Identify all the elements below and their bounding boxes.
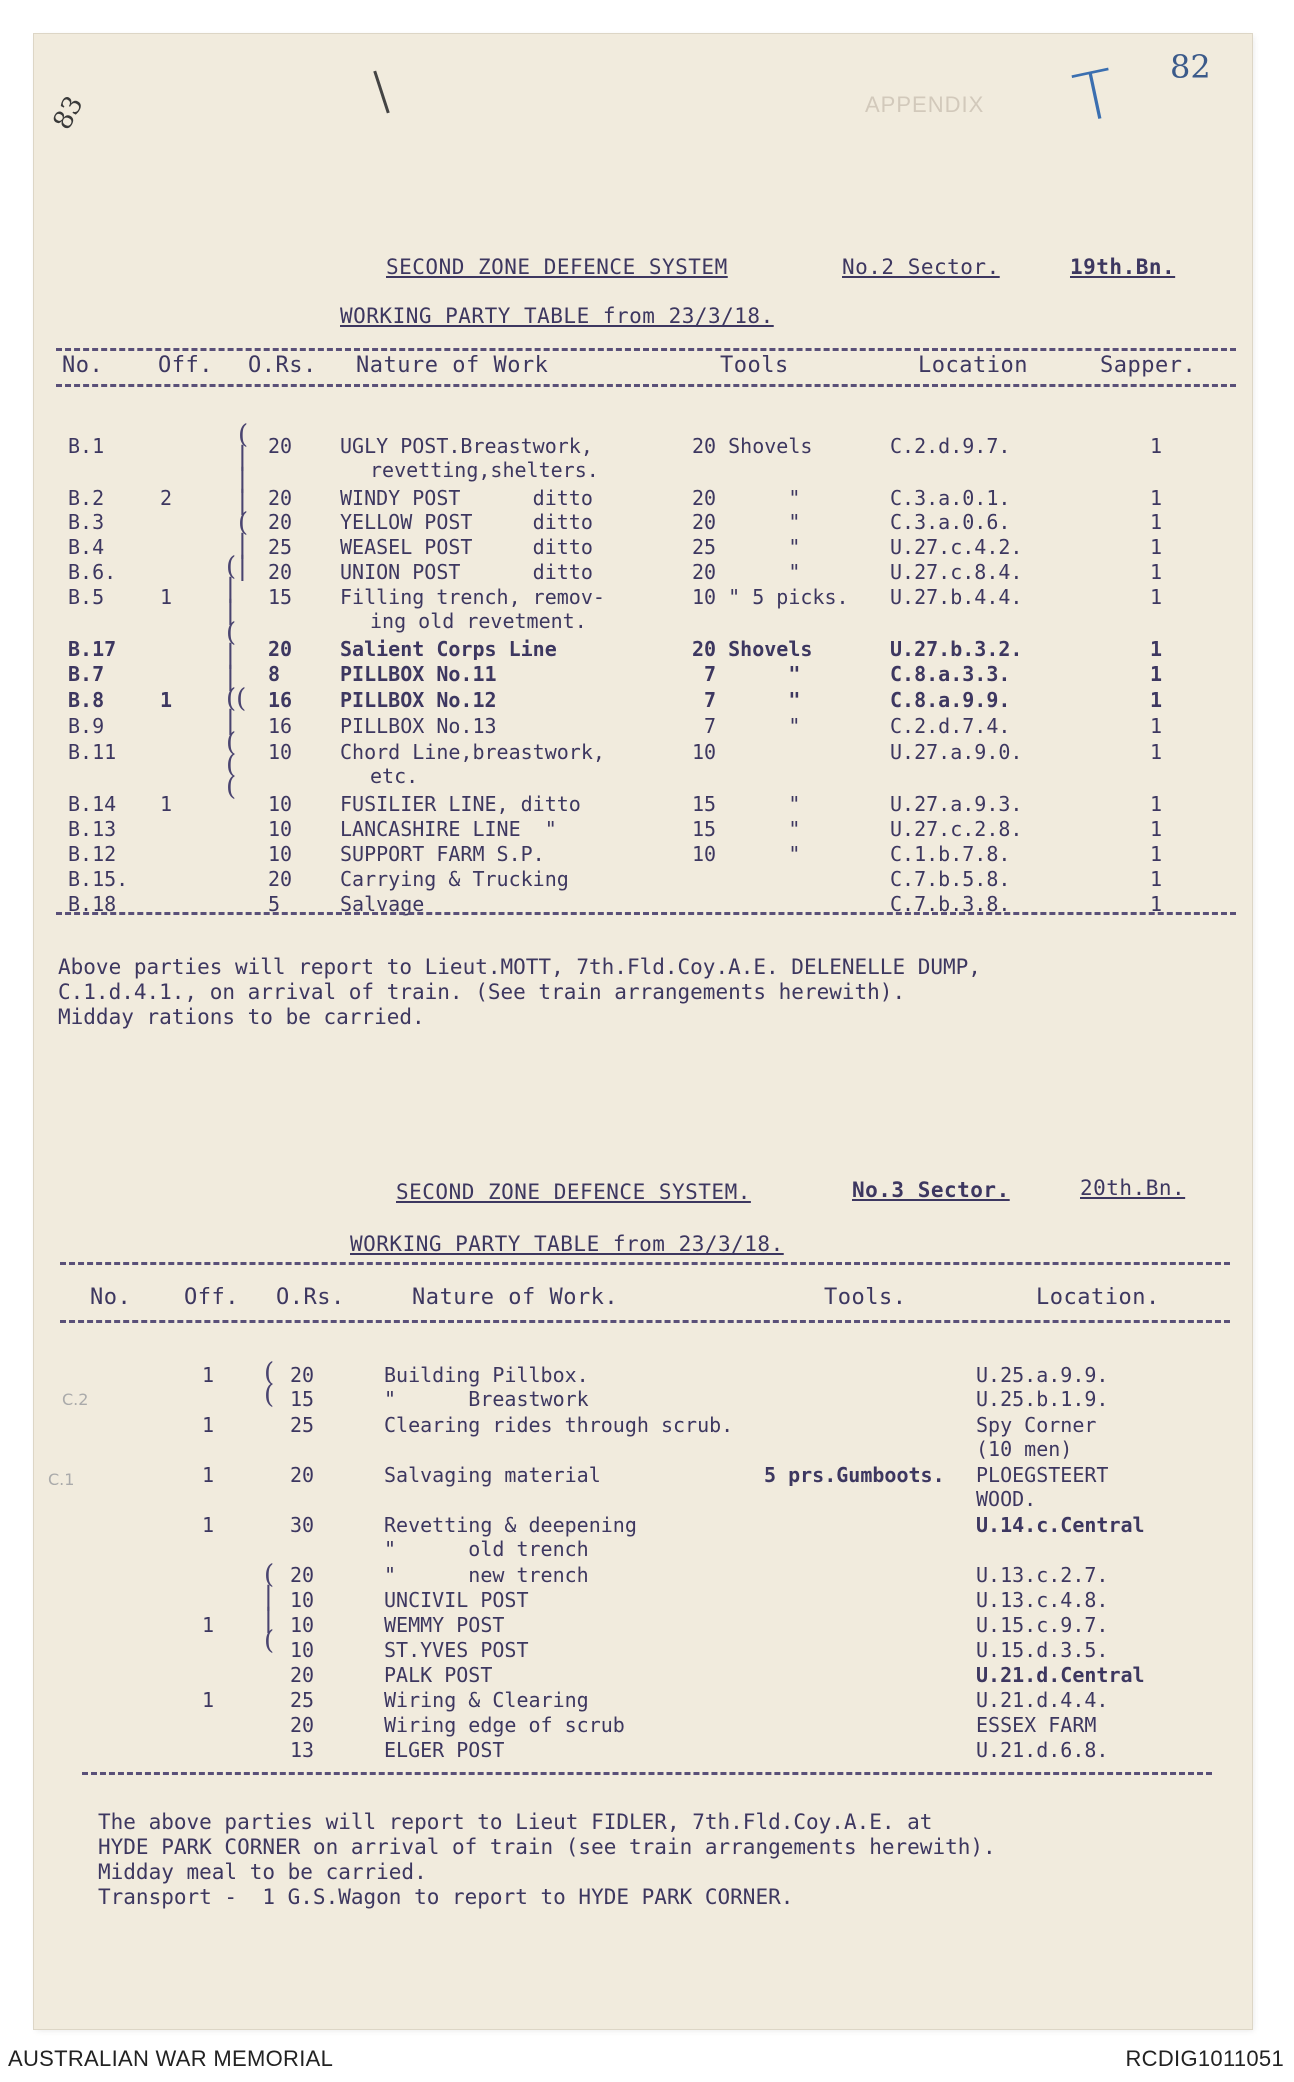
row-location: C.7.b.5.8. xyxy=(890,867,1011,891)
section-title: SECOND ZONE DEFENCE SYSTEM xyxy=(386,255,728,279)
row-work: ELGER POST xyxy=(384,1738,505,1762)
row-work: Chord Line,breastwork, xyxy=(340,740,605,764)
row-sapper: 1 xyxy=(1150,434,1163,458)
row-sapper: 1 xyxy=(1150,714,1163,738)
row-location: PLOEGSTEERT xyxy=(976,1463,1109,1487)
table-row xyxy=(0,1363,1294,1387)
row-location: U.27.c.2.8. xyxy=(890,817,1023,841)
row-location: U.13.c.4.8. xyxy=(976,1588,1109,1612)
row-sapper: 1 xyxy=(1150,842,1163,866)
table-row xyxy=(0,1638,1294,1662)
row-sapper: 1 xyxy=(1150,892,1163,916)
brace: ( | | ( | | (( | ( ( ( xyxy=(226,552,247,802)
row-no: B.8 xyxy=(68,688,105,712)
row-no: B.12 xyxy=(68,842,117,866)
row-tools: 20 Shovels xyxy=(692,637,813,661)
row-work: ST.YVES POST xyxy=(384,1638,529,1662)
row-location: C.8.a.9.9. xyxy=(890,688,1011,712)
battalion-label: 20th.Bn. xyxy=(1080,1176,1186,1200)
row-location: C.2.d.7.4. xyxy=(890,714,1011,738)
footer-left: AUSTRALIAN WAR MEMORIAL xyxy=(8,2046,334,2071)
row-no: B.15. xyxy=(68,867,129,891)
row-location: U.15.c.9.7. xyxy=(976,1613,1109,1637)
row-no: B.7 xyxy=(68,662,105,686)
row-sapper: 1 xyxy=(1150,637,1163,661)
col-ors: O.Rs. xyxy=(276,1285,345,1310)
section-title: SECOND ZONE DEFENCE SYSTEM. xyxy=(396,1180,751,1204)
row-work: UNION POST ditto xyxy=(340,560,593,584)
table-subtitle: WORKING PARTY TABLE from 23/3/18. xyxy=(340,304,774,328)
row-location: C.2.d.9.7. xyxy=(890,434,1011,458)
row-tools: 20 Shovels xyxy=(692,434,813,458)
row-ors: 20 xyxy=(268,637,293,661)
row-tools: 25 " xyxy=(692,535,801,559)
row-ors: 16 xyxy=(268,688,293,712)
row-ors: 20 xyxy=(268,486,293,510)
row-location: U.15.d.3.5. xyxy=(976,1638,1109,1662)
note-line: Transport - 1 G.S.Wagon to report to HYDE PARK CORNER. xyxy=(98,1885,794,1909)
row-tools: 10 xyxy=(692,740,717,764)
row-location: U.27.b.4.4. xyxy=(890,585,1023,609)
row-sapper: 1 xyxy=(1150,867,1163,891)
table-row xyxy=(0,867,1294,891)
table-row xyxy=(0,510,1294,534)
row-tools: 15 " xyxy=(692,792,801,816)
table-row xyxy=(0,1387,1294,1411)
table-row xyxy=(0,585,1294,633)
row-ors: 25 xyxy=(268,535,293,559)
table-row xyxy=(0,1663,1294,1687)
row-work: Building Pillbox. xyxy=(384,1363,589,1387)
row-ors: 20 xyxy=(290,1663,315,1687)
row-work-cont: etc. xyxy=(370,764,419,788)
note-line: Above parties will report to Lieut.MOTT, 7th.Fld.Coy.A.E. DELENELLE DUMP, xyxy=(58,955,981,979)
table-row xyxy=(0,1688,1294,1712)
table-row xyxy=(0,486,1294,510)
row-location: U.25.a.9.9. xyxy=(976,1363,1109,1387)
row-ors: 25 xyxy=(290,1413,315,1437)
table-row xyxy=(0,1613,1294,1637)
row-ors: 20 xyxy=(290,1363,315,1387)
table-row xyxy=(0,560,1294,584)
pencil-mark: C.1 xyxy=(48,1470,75,1489)
row-location: U.27.a.9.0. xyxy=(890,740,1023,764)
table-row xyxy=(0,1738,1294,1762)
table-row xyxy=(0,1713,1294,1737)
col-off: Off. xyxy=(184,1285,239,1310)
row-no: B.5 xyxy=(68,585,105,609)
row-work: Carrying & Trucking xyxy=(340,867,569,891)
brace: ( ( xyxy=(264,1358,275,1410)
row-ors: 10 xyxy=(268,740,293,764)
row-work-cont: revetting,shelters. xyxy=(370,458,599,482)
row-work: " new trench xyxy=(384,1563,589,1587)
row-location-cont: (10 men) xyxy=(976,1437,1073,1461)
row-ors: 10 xyxy=(290,1613,315,1637)
row-work: Revetting & deepening xyxy=(384,1513,637,1537)
row-off: 1 xyxy=(202,1413,215,1437)
row-sapper: 1 xyxy=(1150,817,1163,841)
table-row xyxy=(0,662,1294,686)
table-subtitle: WORKING PARTY TABLE from 23/3/18. xyxy=(350,1232,784,1256)
note-line: Midday rations to be carried. xyxy=(58,1005,425,1029)
row-no: B.4 xyxy=(68,535,105,559)
row-no: B.14 xyxy=(68,792,117,816)
row-location: C.3.a.0.1. xyxy=(890,486,1011,510)
row-ors: 20 xyxy=(290,1563,315,1587)
table-row xyxy=(0,740,1294,788)
row-sapper: 1 xyxy=(1150,740,1163,764)
row-off: 1 xyxy=(202,1363,215,1387)
row-sapper: 1 xyxy=(1150,486,1163,510)
row-ors: 10 xyxy=(268,792,293,816)
row-location: U.25.b.1.9. xyxy=(976,1387,1109,1411)
row-off: 1 xyxy=(202,1613,215,1637)
row-tools: 10 " xyxy=(692,842,801,866)
row-sapper: 1 xyxy=(1150,688,1163,712)
row-sapper: 1 xyxy=(1150,792,1163,816)
row-no: B.9 xyxy=(68,714,105,738)
row-work: YELLOW POST ditto xyxy=(340,510,593,534)
table-row xyxy=(0,1563,1294,1587)
rule xyxy=(82,1772,1212,1775)
row-no: B.13 xyxy=(68,817,117,841)
row-location: U.21.d.6.8. xyxy=(976,1738,1109,1762)
col-off: Off. xyxy=(158,353,213,378)
row-work: WEASEL POST ditto xyxy=(340,535,593,559)
note-line: HYDE PARK CORNER on arrival of train (see train arrangements herewith). xyxy=(98,1835,996,1859)
table-row xyxy=(0,1588,1294,1612)
row-work: Salient Corps Line xyxy=(340,637,557,661)
row-sapper: 1 xyxy=(1150,662,1163,686)
row-off: 1 xyxy=(202,1688,215,1712)
row-ors: 20 xyxy=(268,434,293,458)
brace: ( | | | ( | | xyxy=(238,420,249,582)
battalion-label: 19th.Bn. xyxy=(1070,255,1176,279)
row-off: 1 xyxy=(160,792,173,816)
row-work: Wiring & Clearing xyxy=(384,1688,589,1712)
row-no: B.3 xyxy=(68,510,105,534)
rule xyxy=(60,1262,1230,1265)
row-location: U.13.c.2.7. xyxy=(976,1563,1109,1587)
row-ors: 16 xyxy=(268,714,293,738)
table-row xyxy=(0,1463,1294,1511)
row-no: B.1 xyxy=(68,434,105,458)
table-row xyxy=(0,637,1294,661)
row-ors: 20 xyxy=(290,1463,315,1487)
col-tools: Tools. xyxy=(824,1285,907,1310)
row-work: PILLBOX No.13 xyxy=(340,714,497,738)
row-ors: 10 xyxy=(290,1588,315,1612)
row-sapper: 1 xyxy=(1150,535,1163,559)
row-tools: 20 " xyxy=(692,510,801,534)
rule xyxy=(56,384,1236,387)
row-tools: 15 " xyxy=(692,817,801,841)
row-off: 1 xyxy=(160,688,173,712)
row-work: UGLY POST.Breastwork, xyxy=(340,434,593,458)
pencil-mark: C.2 xyxy=(62,1390,89,1409)
folio-number-old: 83 xyxy=(47,91,90,135)
row-no: B.11 xyxy=(68,740,117,764)
row-tools: 7 " xyxy=(692,688,801,712)
note-line: The above parties will report to Lieut FIDLER, 7th.Fld.Coy.A.E. at xyxy=(98,1810,933,1834)
row-location: U.27.b.3.2. xyxy=(890,637,1023,661)
row-work: Wiring edge of scrub xyxy=(384,1713,625,1737)
row-ors: 13 xyxy=(290,1738,315,1762)
tick-mark: T xyxy=(1067,54,1123,139)
row-ors: 10 xyxy=(290,1638,315,1662)
table-row xyxy=(0,434,1294,482)
row-work: Filling trench, remov- xyxy=(340,585,605,609)
rule xyxy=(60,1320,1230,1323)
table-row xyxy=(0,714,1294,738)
row-ors: 30 xyxy=(290,1513,315,1537)
row-location: ESSEX FARM xyxy=(976,1713,1097,1737)
row-tools: 20 " xyxy=(692,560,801,584)
table-row xyxy=(0,1413,1294,1461)
row-tools: 5 prs.Gumboots. xyxy=(764,1463,945,1487)
table-row xyxy=(0,1513,1294,1561)
table-row xyxy=(0,817,1294,841)
sector-label: No.2 Sector. xyxy=(842,255,1000,279)
row-no: B.6. xyxy=(68,560,117,584)
row-off: 2 xyxy=(160,486,173,510)
brace: ( | | ( xyxy=(264,1560,275,1656)
col-work: Nature of Work xyxy=(356,353,549,378)
row-ors: 20 xyxy=(268,560,293,584)
col-work: Nature of Work. xyxy=(412,1285,619,1310)
row-work: Clearing rides through scrub. xyxy=(384,1413,734,1437)
row-location: C.7.b.3.8. xyxy=(890,892,1011,916)
row-location: Spy Corner xyxy=(976,1413,1097,1437)
row-work: WINDY POST ditto xyxy=(340,486,593,510)
row-work: PALK POST xyxy=(384,1663,493,1687)
row-location: U.21.d.Central xyxy=(976,1663,1145,1687)
row-work: PILLBOX No.11 xyxy=(340,662,497,686)
col-location: Location. xyxy=(1036,1285,1160,1310)
row-location-cont: WOOD. xyxy=(976,1487,1037,1511)
appendix-stamp: APPENDIX xyxy=(865,92,985,117)
row-sapper: 1 xyxy=(1150,510,1163,534)
footer-right: RCDIG1011051 xyxy=(1125,2046,1284,2071)
rule xyxy=(56,348,1236,351)
col-sapper: Sapper. xyxy=(1100,353,1197,378)
col-no: No. xyxy=(90,1285,132,1310)
row-work: SUPPORT FARM S.P. xyxy=(340,842,545,866)
col-no: No. xyxy=(62,353,104,378)
row-location: C.3.a.0.6. xyxy=(890,510,1011,534)
row-ors: 20 xyxy=(290,1713,315,1737)
row-location: U.14.c.Central xyxy=(976,1513,1145,1537)
row-ors: 20 xyxy=(268,867,293,891)
row-ors: 25 xyxy=(290,1688,315,1712)
row-no: B.2 xyxy=(68,486,105,510)
row-location: U.21.d.4.4. xyxy=(976,1688,1109,1712)
table-row xyxy=(0,842,1294,866)
row-off: 1 xyxy=(202,1513,215,1537)
row-no: B.17 xyxy=(68,637,117,661)
row-sapper: 1 xyxy=(1150,560,1163,584)
row-work: FUSILIER LINE, ditto xyxy=(340,792,581,816)
row-off: 1 xyxy=(202,1463,215,1487)
col-tools: Tools xyxy=(720,353,789,378)
row-location: C.1.b.7.8. xyxy=(890,842,1011,866)
row-off: 1 xyxy=(160,585,173,609)
col-ors: O.Rs. xyxy=(248,353,317,378)
row-ors: 15 xyxy=(268,585,293,609)
table-row xyxy=(0,792,1294,816)
row-ors: 15 xyxy=(290,1387,315,1411)
folio-number: 82 xyxy=(1170,48,1211,86)
row-ors: 8 xyxy=(268,662,281,686)
row-location: U.27.a.9.3. xyxy=(890,792,1023,816)
row-work: LANCASHIRE LINE " xyxy=(340,817,557,841)
row-ors: 20 xyxy=(268,510,293,534)
note-line: C.1.d.4.1., on arrival of train. (See train arrangements herewith). xyxy=(58,980,906,1004)
note-line: Midday meal to be carried. xyxy=(98,1860,427,1884)
table-row xyxy=(0,688,1294,712)
table-row xyxy=(0,535,1294,559)
row-no: B.18 xyxy=(68,892,117,916)
sector-label: No.3 Sector. xyxy=(852,1178,1010,1202)
row-work: WEMMY POST xyxy=(384,1613,505,1637)
row-ors: 10 xyxy=(268,817,293,841)
row-tools: 20 " xyxy=(692,486,801,510)
row-work: Salvage xyxy=(340,892,425,916)
row-sapper: 1 xyxy=(1150,585,1163,609)
col-location: Location xyxy=(918,353,1028,378)
row-ors: 5 xyxy=(268,892,281,916)
row-tools: 10 " 5 picks. xyxy=(692,585,849,609)
row-location: U.27.c.4.2. xyxy=(890,535,1023,559)
row-ors: 10 xyxy=(268,842,293,866)
row-location: C.8.a.3.3. xyxy=(890,662,1011,686)
row-tools: 7 " xyxy=(692,714,801,738)
row-work: PILLBOX No.12 xyxy=(340,688,497,712)
row-work: UNCIVIL POST xyxy=(384,1588,529,1612)
row-work-cont: ing old revetment. xyxy=(370,609,587,633)
rule xyxy=(56,912,1236,915)
row-tools: 7 " xyxy=(692,662,801,686)
row-work-cont: " old trench xyxy=(384,1537,589,1561)
row-work: Salvaging material xyxy=(384,1463,601,1487)
row-location: U.27.c.8.4. xyxy=(890,560,1023,584)
row-work: " Breastwork xyxy=(384,1387,589,1411)
